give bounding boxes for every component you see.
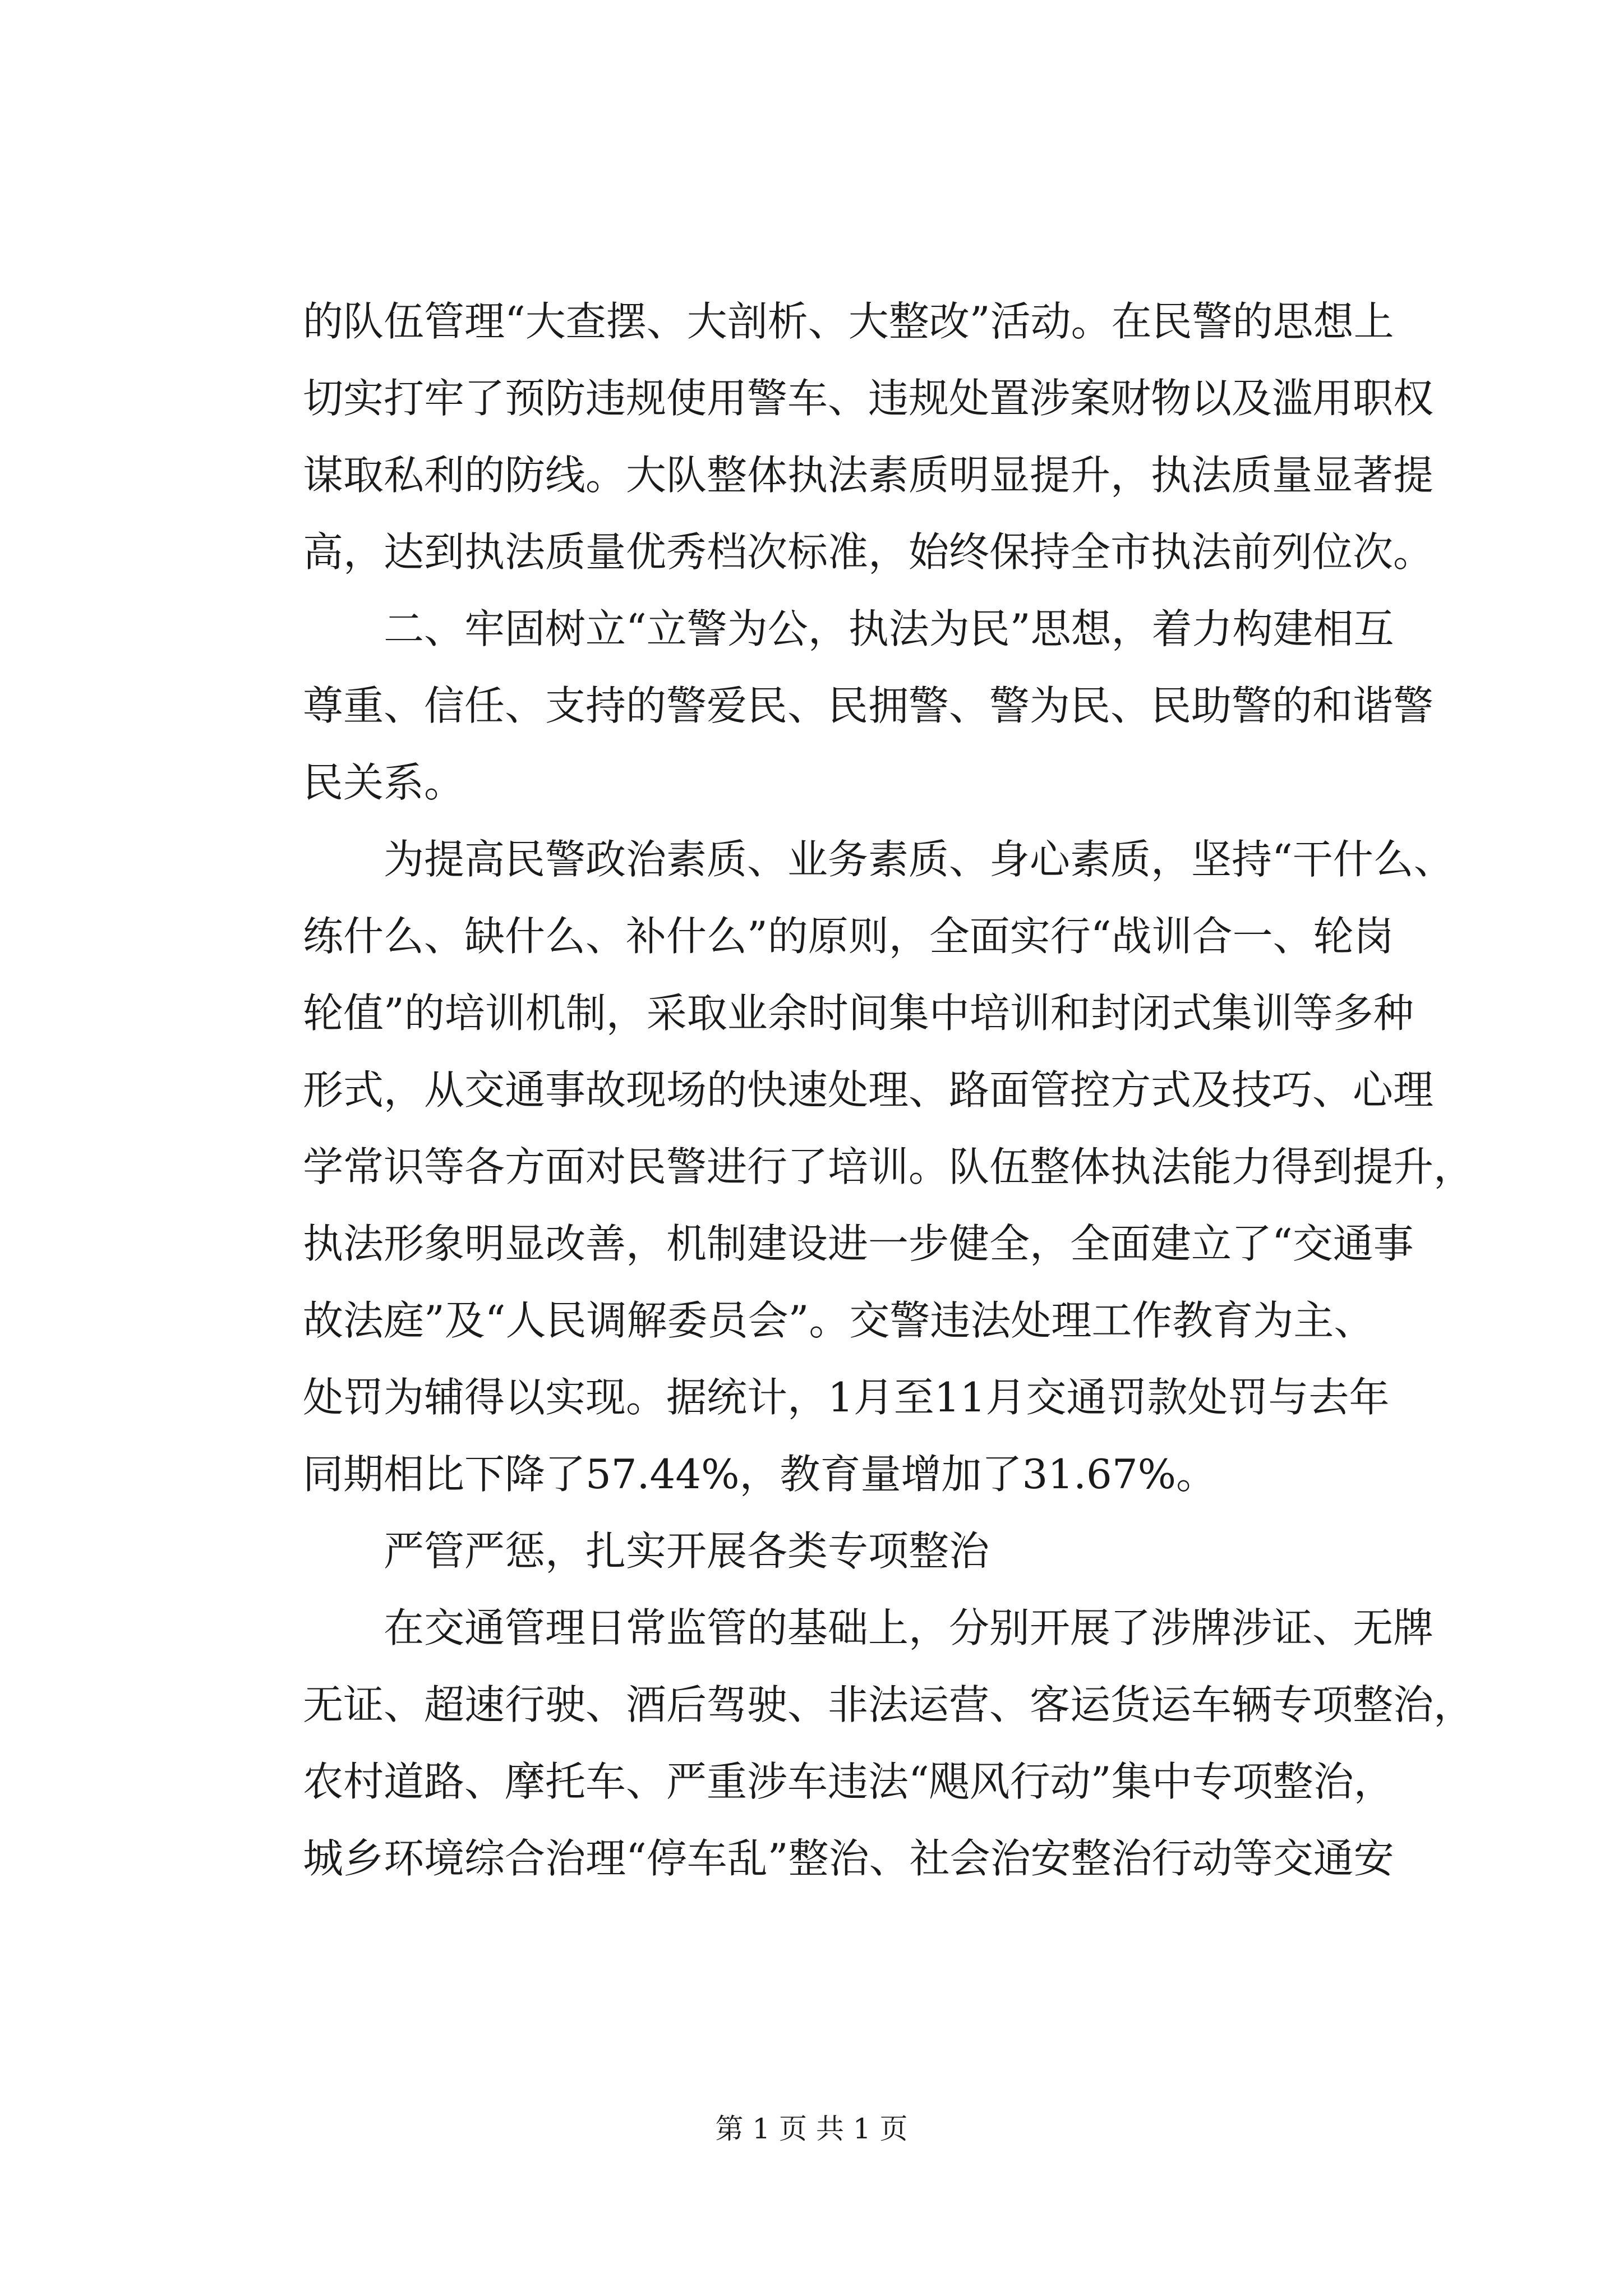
text-line: 为提高民警政治素质、业务素质、身心素质，坚持“干什么、 bbox=[303, 836, 1454, 883]
text-line: 二、牢固树立“立警为公，执法为民”思想，着力构建相互 bbox=[303, 605, 1394, 652]
text-line: 切实打牢了预防违规使用警车、违规处置涉案财物以及滥用职权 bbox=[303, 375, 1434, 422]
text-line: 形式，从交通事故现场的快速处理、路面管控方式及技巧、心理 bbox=[303, 1066, 1434, 1114]
text-line: 民关系。 bbox=[303, 759, 465, 806]
text-line: 的队伍管理“大查摆、大剖析、大整改”活动。在民警的思想上 bbox=[303, 298, 1394, 345]
text-line: 学常识等各方面对民警进行了培训。队伍整体执法能力得到提升， bbox=[303, 1143, 1474, 1190]
text-line: 高，达到执法质量优秀档次标准，始终保持全市执法前列位次。 bbox=[303, 528, 1434, 576]
text-line: 谋取私利的防线。大队整体执法素质明显提升，执法质量显著提 bbox=[303, 452, 1434, 499]
page-number-label: 第 1 页 共 1 页 bbox=[715, 2113, 908, 2145]
text-line: 尊重、信任、支持的警爱民、民拥警、警为民、民助警的和谐警 bbox=[303, 682, 1434, 729]
section-heading: 严管严惩，扎实开展各类专项整治 bbox=[303, 1527, 990, 1575]
text-line: 处罚为辅得以实现。据统计，1月至11月交通罚款处罚与去年 bbox=[303, 1374, 1390, 1421]
document-body bbox=[303, 283, 1474, 1897]
text-line: 故法庭”及“人民调解委员会”。交警违法处理工作教育为主、 bbox=[303, 1297, 1375, 1344]
text-line: 无证、超速行驶、酒后驾驶、非法运营、客运货运车辆专项整治， bbox=[303, 1681, 1474, 1728]
text-line: 同期相比下降了57.44%，教育量增加了31.67%。 bbox=[303, 1451, 1217, 1498]
text-line: 城乡环境综合治理“停车乱”整治、社会治安整治行动等交通安 bbox=[303, 1835, 1394, 1882]
text-line: 轮值”的培训机制，采取业余时间集中培训和封闭式集训等多种 bbox=[303, 990, 1414, 1037]
text-line: 练什么、缺什么、补什么”的原则，全面实行“战训合一、轮岗 bbox=[303, 913, 1394, 960]
text-line: 执法形象明显改善，机制建设进一步健全，全面建立了“交通事 bbox=[303, 1220, 1414, 1267]
text-line: 在交通管理日常监管的基础上，分别开展了涉牌涉证、无牌 bbox=[303, 1604, 1434, 1651]
text-line: 农村道路、摩托车、严重涉车违法“飓风行动”集中专项整治， bbox=[303, 1758, 1394, 1805]
page-footer bbox=[0, 2106, 1623, 2151]
